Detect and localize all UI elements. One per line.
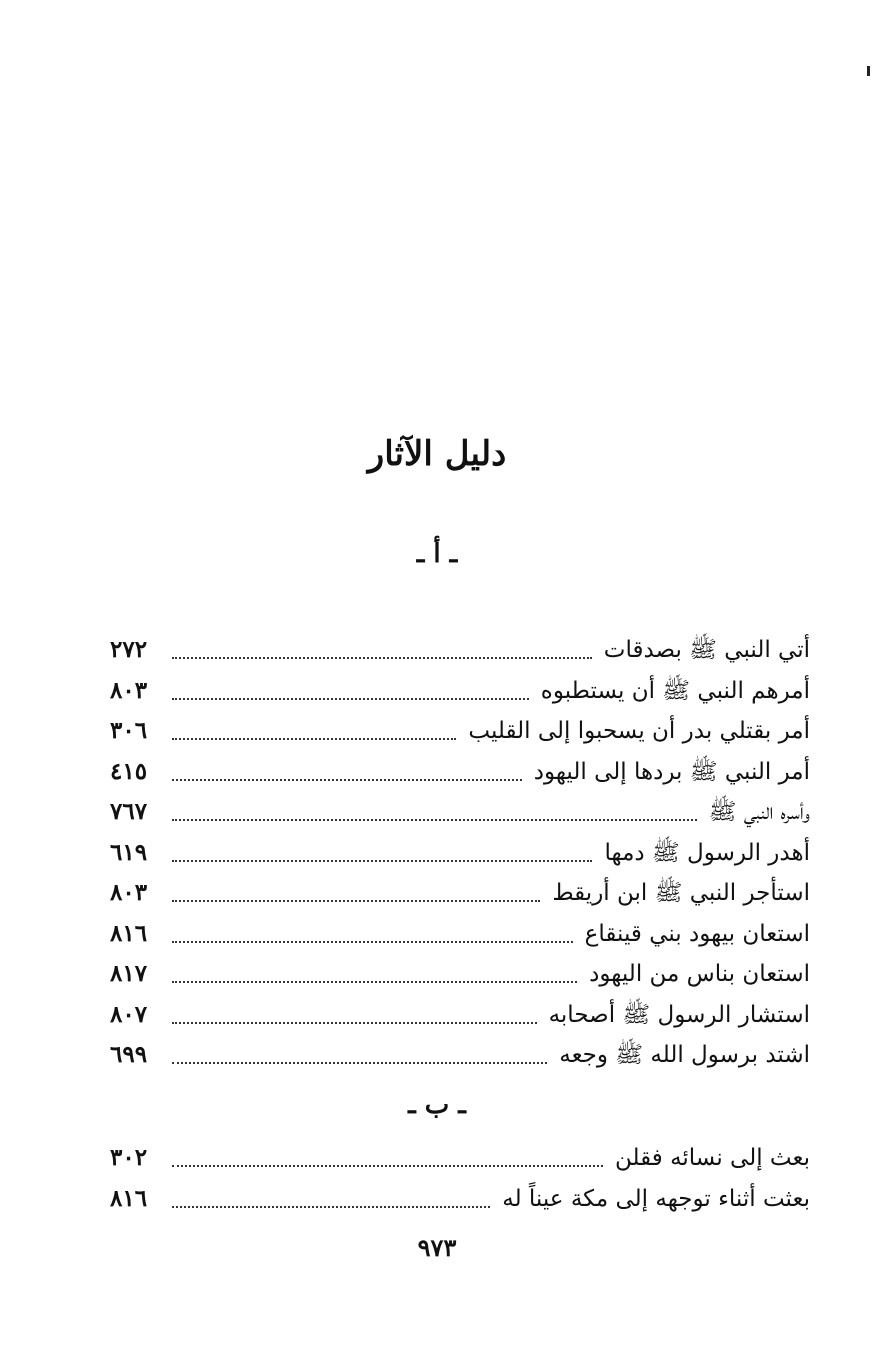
- entry-text: بعثت أثناء توجهه إلى مكة عيناً له: [502, 1185, 810, 1212]
- index-list-ba: [110, 1138, 810, 1219]
- dot-leader: [172, 657, 592, 659]
- entry-page-number: ٨١٦: [110, 1184, 148, 1212]
- dot-leader: [172, 819, 697, 821]
- index-entry: [110, 752, 810, 793]
- index-list-alif: [110, 630, 810, 1076]
- entry-text: استعان بناس من اليهود: [589, 961, 810, 988]
- entry-page-number: ٦٩٩: [110, 1041, 148, 1069]
- dot-leader: [172, 698, 529, 700]
- entry-text: استشار الرسول ﷺ أصحابه: [548, 1001, 810, 1028]
- dot-leader: [172, 860, 592, 862]
- entry-page-number: ٨١٦: [110, 919, 148, 947]
- index-entry: [110, 792, 810, 833]
- entry-text: بعث إلى نسائه فقلن: [615, 1145, 810, 1172]
- dot-leader: [172, 1062, 547, 1064]
- entry-text: أمرهم النبي ﷺ أن يستطبوه: [540, 677, 810, 704]
- section-heading-alif: ـ أ ـ: [416, 539, 458, 569]
- entry-page-number: ٣٠٦: [110, 717, 148, 745]
- index-entry: [110, 1138, 810, 1179]
- index-entry: [110, 914, 810, 955]
- dot-leader: [172, 1022, 537, 1024]
- entry-page-number: ٨٠٧: [110, 1000, 148, 1028]
- dot-leader: [172, 900, 540, 902]
- entry-text: استأجر النبي ﷺ ابن أريقط: [552, 880, 810, 907]
- dot-leader: [172, 738, 456, 740]
- index-entry: [110, 995, 810, 1036]
- section-heading-ba: ـ ب ـ: [408, 1090, 466, 1120]
- entry-page-number: ٣٠٢: [110, 1144, 148, 1172]
- scan-edge-mark: [867, 66, 870, 76]
- page-title: دليل الآثار: [367, 434, 507, 474]
- index-entry: [110, 1179, 810, 1220]
- index-entry: [110, 1035, 810, 1076]
- dot-leader: [172, 779, 522, 781]
- entry-page-number: ٢٧٢: [110, 636, 148, 664]
- entry-text: أهدر الرسول ﷺ دمها: [604, 839, 810, 866]
- index-entry: [110, 873, 810, 914]
- entry-text: أتي النبي ﷺ بصدقات: [603, 637, 810, 664]
- dot-leader: [172, 1165, 603, 1167]
- entry-page-number: ٤١٥: [110, 757, 148, 785]
- entry-page-number: ٧٦٧: [110, 798, 148, 826]
- index-entry: [110, 671, 810, 712]
- entry-page-number: ٨١٧: [110, 960, 148, 988]
- entry-text: أمر النبي ﷺ بردها إلى اليهود: [533, 758, 810, 785]
- entry-text: اشتد برسول الله ﷺ وجعه: [559, 1042, 810, 1069]
- entry-text: استعان بيهود بني قينقاع: [584, 920, 810, 947]
- entry-page-number: ٦١٩: [110, 838, 148, 866]
- entry-page-number: ٨٠٣: [110, 879, 148, 907]
- index-entry: [110, 711, 810, 752]
- page-number: ٩٧٣: [417, 1233, 457, 1262]
- dot-leader: [172, 1206, 490, 1208]
- index-entry: [110, 630, 810, 671]
- index-entry: [110, 833, 810, 874]
- dot-leader: [172, 941, 573, 943]
- entry-page-number: ٨٠٣: [110, 676, 148, 704]
- entry-text: أمر بقتلي بدر أن يسحبوا إلى القليب: [468, 718, 810, 745]
- dot-leader: [172, 981, 577, 983]
- index-entry: [110, 954, 810, 995]
- entry-text: وأسره النبي ﷺ: [708, 799, 810, 826]
